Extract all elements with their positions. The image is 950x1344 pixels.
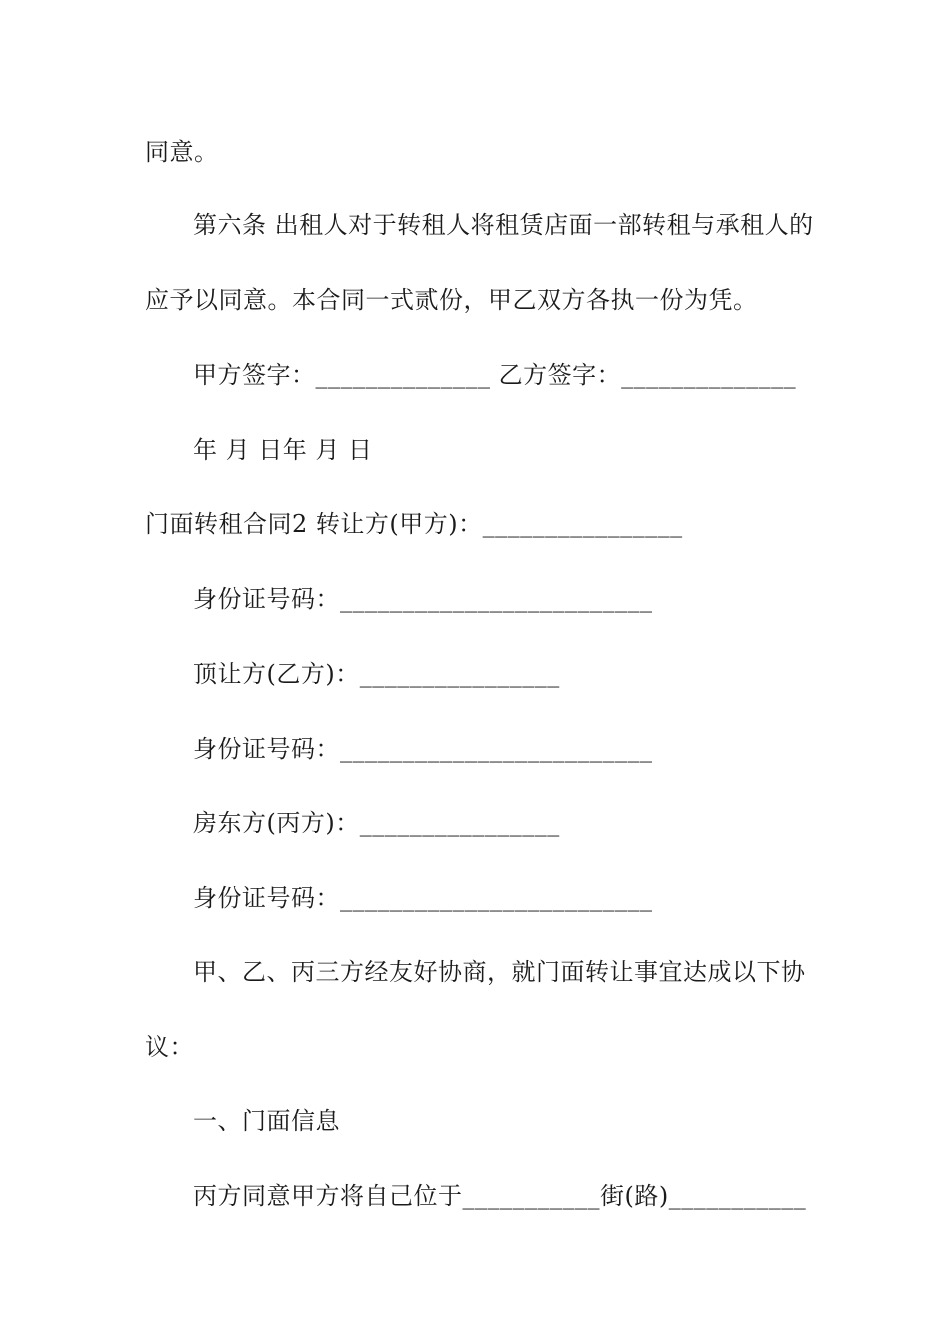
text-line-1: 同意。 — [145, 138, 219, 166]
agreement-intro-line-1: 甲、乙、丙三方经友好协商，就门面转让事宜达成以下协 — [193, 958, 806, 986]
article-six-line-1: 第六条 出租人对于转租人将租赁店面一部转租与承租人的 — [193, 211, 814, 239]
transferee-line: 顶让方(乙方)：________________ — [193, 660, 560, 688]
agreement-intro-line-2: 议： — [145, 1033, 194, 1061]
contract-title-transferor: 门面转租合同2 转让方(甲方)：________________ — [145, 510, 683, 538]
section-heading-shop-info: 一、门面信息 — [193, 1107, 340, 1135]
date-line: 年 月 日年 月 日 — [193, 436, 373, 464]
id-number-line-1: 身份证号码：_________________________ — [193, 585, 653, 613]
article-six-line-2: 应予以同意。本合同一式贰份，甲乙双方各执一份为凭。 — [145, 286, 758, 314]
landlord-line: 房东方(丙方)：________________ — [193, 809, 560, 837]
signature-line: 甲方签字：______________ 乙方签字：______________ — [193, 361, 797, 389]
shop-location-line: 丙方同意甲方将自己位于___________街(路)___________ — [193, 1182, 807, 1210]
id-number-line-3: 身份证号码：_________________________ — [193, 884, 653, 912]
id-number-line-2: 身份证号码：_________________________ — [193, 735, 653, 763]
